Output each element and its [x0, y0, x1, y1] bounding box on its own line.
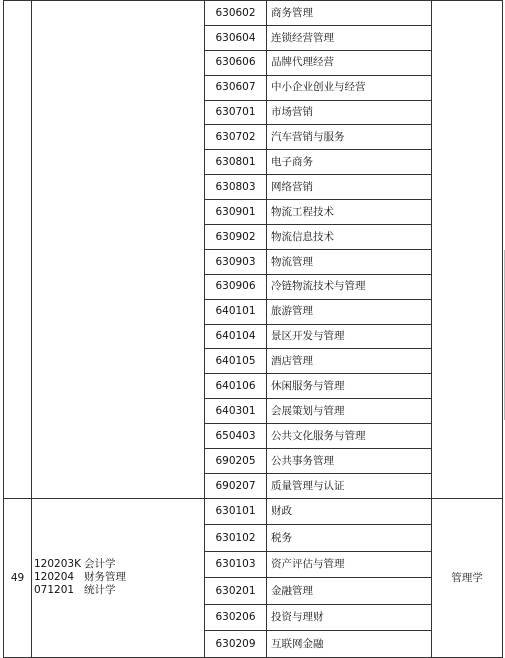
- vocational-major-name: 质量管理与认证: [267, 473, 432, 498]
- undergraduate-major-name: 会计学: [84, 558, 116, 571]
- vocational-major-name: 公共文化服务与管理: [267, 424, 432, 449]
- vocational-major-code: 630606: [205, 50, 267, 75]
- vocational-major-name: 品牌代理经营: [267, 50, 432, 75]
- vocational-major-name: 网络营销: [267, 175, 432, 200]
- vocational-major-code: 630602: [205, 1, 267, 26]
- vocational-major-name: 物流信息技术: [267, 225, 432, 250]
- vocational-major-name: 汽车营销与服务: [267, 125, 432, 150]
- undergraduate-major-code: 120204: [34, 571, 75, 584]
- vocational-major-name: 财政: [267, 498, 432, 525]
- vocational-major-code: 650403: [205, 424, 267, 449]
- vocational-major-code: 630607: [205, 75, 267, 100]
- undergraduate-major-name: 统计学: [84, 584, 116, 597]
- vocational-major-code: 630604: [205, 25, 267, 50]
- vocational-major-code: 630801: [205, 150, 267, 175]
- vocational-major-name: 会展策划与管理: [267, 399, 432, 424]
- vocational-major-name: 连锁经营管理: [267, 25, 432, 50]
- vocational-major-code: 630103: [205, 551, 267, 578]
- vocational-major-code: 630209: [205, 631, 267, 658]
- undergraduate-majors-cell: [32, 1, 205, 499]
- vocational-major-name: 市场营销: [267, 100, 432, 125]
- vocational-major-code: 630201: [205, 578, 267, 605]
- vocational-major-name: 资产评估与管理: [267, 551, 432, 578]
- vocational-major-name: 商务管理: [267, 1, 432, 26]
- vocational-major-name: 电子商务: [267, 150, 432, 175]
- group-number-cell: 49: [4, 498, 32, 657]
- table-row: [4, 498, 503, 525]
- vocational-major-name: 物流管理: [267, 249, 432, 274]
- vocational-major-code: 630903: [205, 249, 267, 274]
- undergraduate-major-code: 120203K: [34, 558, 81, 571]
- vocational-major-name: 中小企业创业与经营: [267, 75, 432, 100]
- vocational-major-code: 630803: [205, 175, 267, 200]
- vocational-major-code: 630702: [205, 125, 267, 150]
- vocational-major-name: 酒店管理: [267, 349, 432, 374]
- vocational-major-name: 休闲服务与管理: [267, 374, 432, 399]
- vocational-major-code: 690205: [205, 449, 267, 474]
- vocational-major-name: 冷链物流技术与管理: [267, 274, 432, 299]
- vocational-major-code: 640301: [205, 399, 267, 424]
- vocational-major-name: 金融管理: [267, 578, 432, 605]
- vocational-major-code: 630901: [205, 200, 267, 225]
- vocational-major-name: 投资与理财: [267, 604, 432, 631]
- undergraduate-major-code: 071201: [34, 584, 75, 597]
- vocational-major-name: 旅游管理: [267, 299, 432, 324]
- vocational-major-name: 公共事务管理: [267, 449, 432, 474]
- vocational-major-code: 640101: [205, 299, 267, 324]
- undergraduate-major: [34, 571, 204, 584]
- group-number-cell: [4, 1, 32, 499]
- vocational-major-code: 640104: [205, 324, 267, 349]
- vocational-major-code: 630902: [205, 225, 267, 250]
- vocational-major-name: 互联网金融: [267, 631, 432, 658]
- undergraduate-major: [34, 558, 204, 571]
- vocational-major-code: 630101: [205, 498, 267, 525]
- vocational-major-code: 630906: [205, 274, 267, 299]
- undergraduate-major: [34, 584, 204, 597]
- table-row: [4, 1, 503, 26]
- undergraduate-majors-cell: [32, 498, 205, 657]
- major-table: [3, 0, 503, 658]
- vocational-major-code: 690207: [205, 473, 267, 498]
- table-body: [4, 1, 503, 658]
- vocational-major-code: 640105: [205, 349, 267, 374]
- vocational-major-code: 630206: [205, 604, 267, 631]
- undergraduate-major-name: 财务管理: [84, 571, 126, 584]
- vocational-major-code: 630102: [205, 525, 267, 552]
- discipline-category-cell: 管理学: [432, 498, 503, 657]
- vocational-major-name: 税务: [267, 525, 432, 552]
- vocational-major-code: 630701: [205, 100, 267, 125]
- discipline-category-cell: [432, 1, 503, 499]
- vocational-major-code: 640106: [205, 374, 267, 399]
- vocational-major-name: 景区开发与管理: [267, 324, 432, 349]
- vocational-major-name: 物流工程技术: [267, 200, 432, 225]
